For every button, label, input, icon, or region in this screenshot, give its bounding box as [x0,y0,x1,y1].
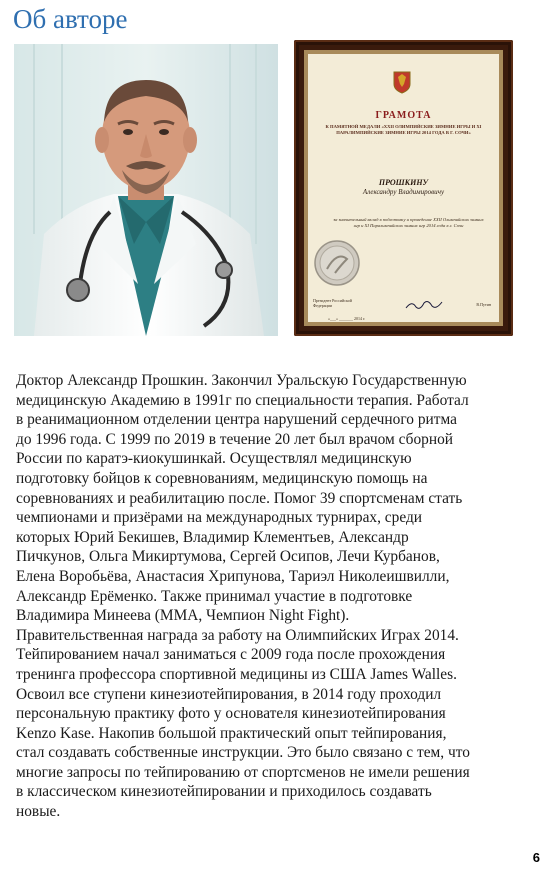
certificate-subtitle: К ПАМЯТНОЙ МЕДАЛИ «XXII ОЛИМПИЙСКИЕ ЗИМНИЕ ИГРЫ И XI ПАРАЛИМПИЙСКИЕ ЗИМНИЕ ИГРЫ 2014 ГОДА В Г. СОЧИ» [325,124,482,135]
certificate-signer: В.Путин [476,302,491,307]
bio-line: многие запросы по тейпированию от спортсменов не имели решения [16,763,470,781]
certificate-president: Президент Российской Федерации [313,298,352,308]
bio-line: Пичкунов, Ольга Микиртумова, Сергей Осипов, Лечи Курбанов, [16,548,440,566]
certificate-recipient-name: Александру Владимировичу [362,188,445,196]
bio-line: новые. [16,803,61,821]
bio-line: тренинга профессора спортивной медицины из США James Walles. [16,665,457,683]
author-bio [16,371,544,822]
bio-line: Правительственная награда за работу на Олимпийских Играх 2014. [16,626,459,644]
bio-line: Доктор Александр Прошкин. Закончил Уральскую Государственную [16,372,467,389]
bio-line: России по каратэ-киокушинкай. Осуществлял медицинскую [16,450,412,468]
certificate-paper [308,54,499,322]
bio-line: в классическом кинезиотейпировании и приходилось создавать [16,783,432,801]
bio-line: подготовку бойцов к соревнованиям, медицинскую помощь на [16,469,428,487]
certificate-text: за значительный вклад в подготовку и проведение XXII Олимпийских зимних игр и XI Паралимпийских зимних игр 2014 года в г. Сочи [333,217,484,228]
bio-line: Kenzo Kase. Накопив большой практический опыт тейпирования, [16,724,447,742]
certificate-date: «___» _______ 2014 г. [328,316,366,321]
award-certificate [294,40,513,336]
bio-line: стал создавать собственные инструкции. Это было связано с тем, что [16,744,470,762]
medal-icon [313,239,361,287]
bio-line: Освоил все ступени кинезиотейпирования, в 2014 году проходил [16,685,442,703]
coat-of-arms-icon [392,70,412,94]
author-photo [14,44,278,336]
bio-line: Владимира Минеева (ММА, Чемпион Night Fight). [16,607,350,625]
bio-line: Елена Воробьёва, Анастасия Хрипунова, Тариэл Николеишвилли, [16,567,450,585]
certificate-heading: ГРАМОТА [375,110,432,121]
bio-line: Александр Ерёменко. Также принимал участие в подготовке [16,587,413,605]
certificate-recipient: ПРОШКИНУ [378,178,429,187]
bio-line: медицинскую Академию в 1991г по специальности терапия. Работал [16,391,469,409]
bio-line: в реанимационном отделении центра нарушений сердечного ритма [16,411,457,429]
bio-line: чемпионами и призёрами на международных турнирах, среди [16,509,423,527]
bio-line: которых Юрий Бекишев, Владимир Клементьев, Александр [16,528,409,546]
page-title: Об авторе [13,4,128,34]
bio-line: до 1996 года. С 1999 по 2019 в течение 20 лет был врачом сборной [16,430,454,448]
bio-line: Тейпированием начал заниматься с 2009 года после прохождения [16,646,446,664]
bio-line: персональную практику фото у основателя кинезиотейпирования [16,705,446,723]
page-number: 6 [532,850,540,865]
bio-line: соревнованиях и реабилитацию после. Помог 39 спортсменам стать [16,489,463,507]
signature-icon [404,298,444,312]
